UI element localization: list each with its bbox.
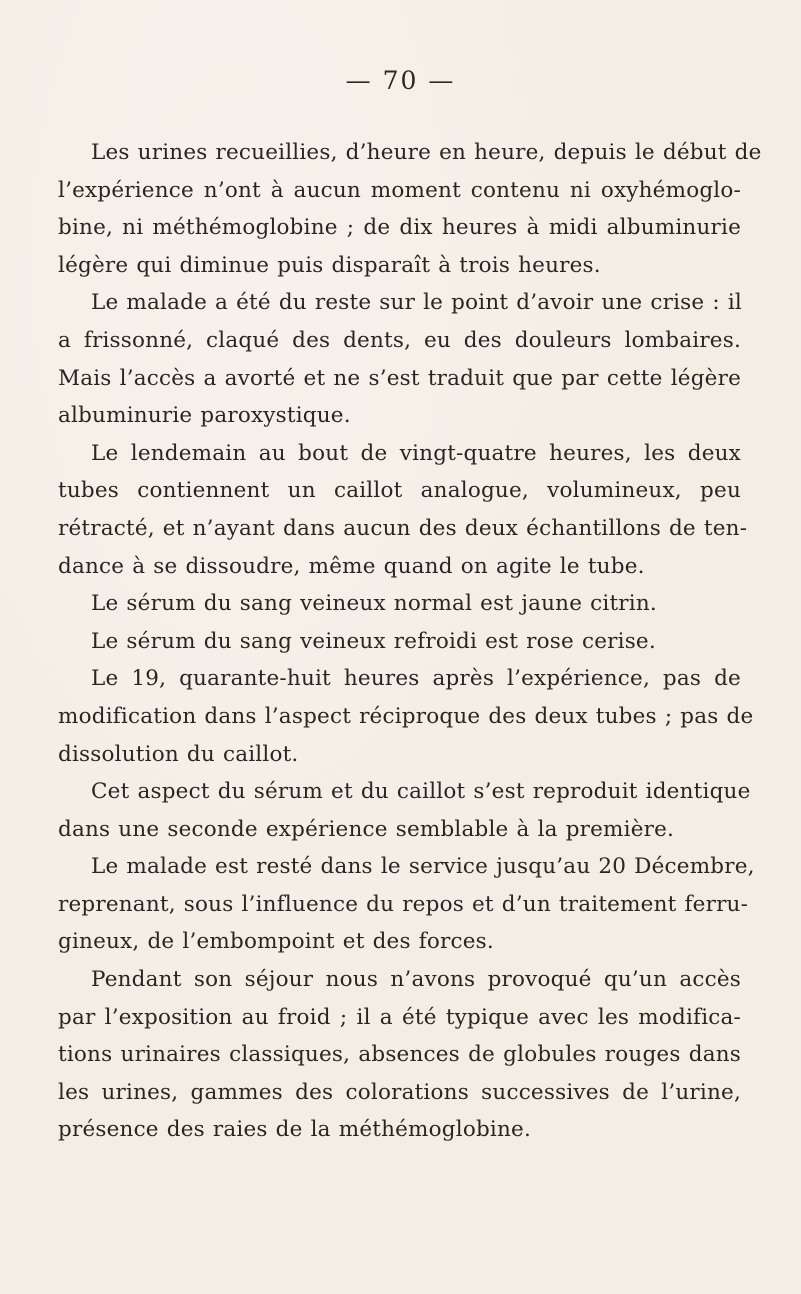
- text-line: dance à se dissoudre, même quand on agite le tube.: [58, 553, 645, 579]
- page-number: — 70 —: [345, 66, 456, 95]
- text-line: rétracté, et n’ayant dans aucun des deux échantillons de ten-: [58, 515, 748, 541]
- text-line: légère qui diminue puis disparaît à trois heures.: [58, 252, 601, 278]
- text-line: tubes contiennent un caillot analogue, volumineux, peu: [58, 478, 741, 504]
- text-line: modification dans l’aspect réciproque des deux tubes ; pas de: [58, 703, 754, 729]
- text-line: a frissonné, claqué des dents, eu des douleurs lombaires.: [58, 327, 741, 353]
- body-text: [58, 134, 762, 1149]
- text-line: gineux, de l’embompoint et des forces.: [58, 929, 494, 955]
- text-line: Cet aspect du sérum et du caillot s’est reproduit identique: [91, 779, 751, 805]
- text-line: bine, ni méthémoglobine ; de dix heures à midi albuminurie: [58, 215, 741, 241]
- text-line: reprenant, sous l’influence du repos et d’un traitement ferru-: [58, 891, 749, 917]
- text-line: Le malade a été du reste sur le point d’avoir une crise : il: [91, 290, 742, 316]
- text-line: Le 19, quarante-huit heures après l’expérience, pas de: [91, 666, 741, 692]
- text-line: Le sérum du sang veineux normal est jaune citrin.: [91, 591, 657, 617]
- text-line: dans une seconde expérience semblable à la première.: [58, 816, 675, 842]
- text-line: Le lendemain au bout de vingt-quatre heures, les deux: [91, 440, 741, 466]
- text-line: dissolution du caillot.: [58, 741, 299, 767]
- text-line: par l’exposition au froid ; il a été typique avec les modifica-: [58, 1004, 741, 1030]
- text-line: Le malade est resté dans le service jusqu’au 20 Décembre,: [91, 854, 755, 880]
- text-line: Pendant son séjour nous n’avons provoqué qu’un accès: [91, 967, 741, 993]
- text-line: présence des raies de la méthémoglobine.: [58, 1117, 532, 1143]
- text-line: albuminurie paroxystique.: [58, 403, 351, 429]
- text-line: les urines, gammes des colorations successives de l’urine,: [58, 1079, 741, 1105]
- text-line: Les urines recueillies, d’heure en heure, depuis le début de: [91, 140, 762, 165]
- text-line: tions urinaires classiques, absences de globules rouges dans: [58, 1042, 741, 1068]
- text-line: Mais l’accès a avorté et ne s’est traduit que par cette légère: [58, 365, 741, 391]
- text-line: Le sérum du sang veineux refroidi est rose cerise.: [91, 628, 656, 654]
- text-line: l’expérience n’ont à aucun moment contenu ni oxyhémoglo-: [58, 177, 741, 203]
